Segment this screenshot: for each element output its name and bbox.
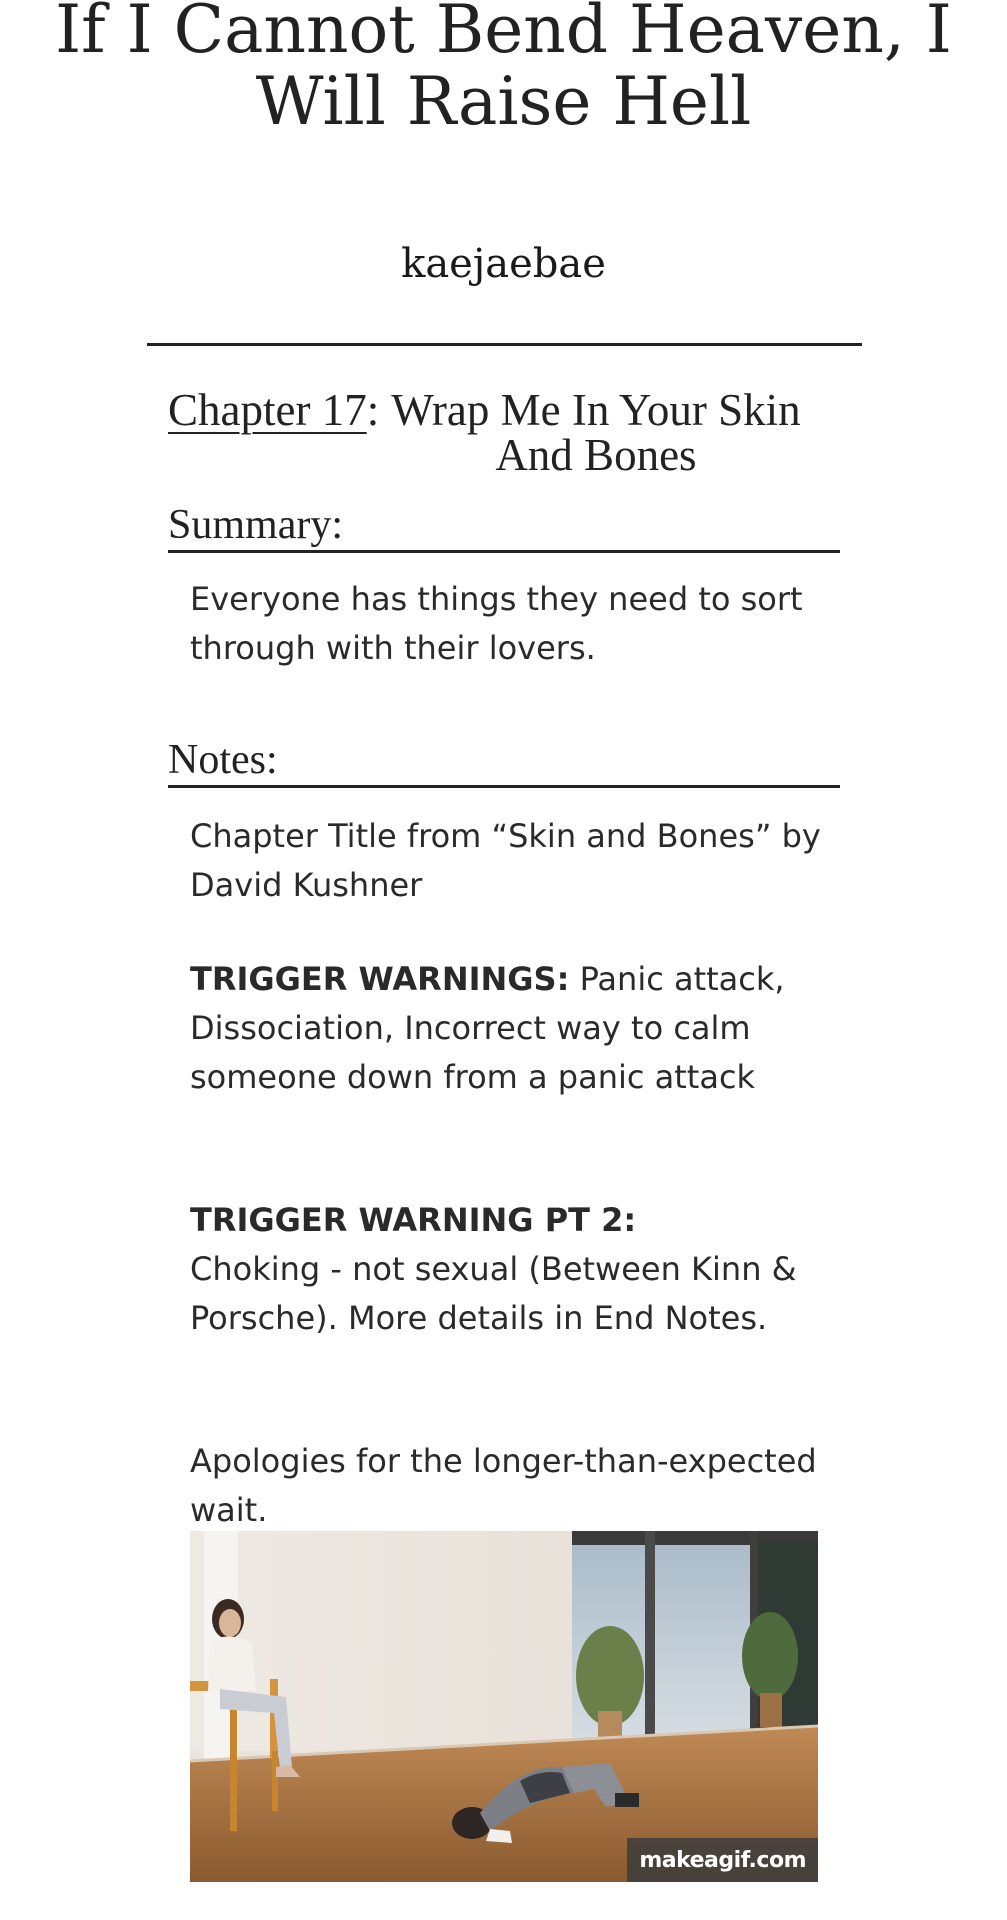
gif-man-arm bbox=[486, 1829, 512, 1843]
gif-woman-face bbox=[219, 1609, 241, 1637]
chapter-title-line-1: Wrap Me In Your Skin bbox=[391, 385, 801, 435]
apology-note bbox=[190, 1437, 830, 1535]
chapter-title-line-2: And Bones bbox=[495, 430, 697, 480]
header-divider bbox=[147, 343, 862, 346]
gif-watermark: makeagif.com bbox=[627, 1838, 818, 1882]
trigger-warnings bbox=[190, 955, 830, 1102]
chapter-separator: : bbox=[366, 385, 380, 435]
gif-plant-right bbox=[742, 1612, 798, 1700]
gif-scene bbox=[190, 1531, 818, 1882]
trigger-warning-label: TRIGGER WARNINGS: bbox=[190, 960, 570, 998]
trigger-warnings-pt2 bbox=[190, 1196, 830, 1343]
trigger-warning-pt2-label: TRIGGER WARNING PT 2: bbox=[190, 1201, 637, 1239]
trigger-warning-pt2-text: Choking - not sexual (Between Kinn & Porsche). More details in End Notes. bbox=[190, 1250, 797, 1337]
chapter-title bbox=[391, 385, 801, 480]
apology-paragraph: Apologies for the longer-than-expected wait. bbox=[190, 1442, 817, 1529]
summary-text bbox=[190, 575, 830, 673]
source-note-paragraph: Chapter Title from “Skin and Bones” by David Kushner bbox=[190, 817, 821, 904]
gif-woman-top bbox=[208, 1636, 256, 1691]
trigger-warning-pt2-paragraph bbox=[190, 1196, 830, 1343]
author-name[interactable]: kaejaebae bbox=[401, 241, 606, 287]
chapter-link[interactable]: Chapter 17 bbox=[168, 385, 367, 435]
embedded-gif bbox=[190, 1531, 818, 1882]
work-title: If I Cannot Bend Heaven, I Will Raise Hell bbox=[55, 0, 952, 140]
gif-plant-pot-right bbox=[760, 1693, 782, 1727]
gif-chair-leg-front bbox=[230, 1691, 237, 1831]
trigger-warning-paragraph bbox=[190, 955, 830, 1102]
notes-source bbox=[190, 812, 830, 910]
summary-heading: Summary: bbox=[168, 502, 840, 553]
gif-man-shoes bbox=[615, 1793, 639, 1807]
notes-heading: Notes: bbox=[168, 737, 840, 788]
gif-chair-leg-back bbox=[272, 1751, 278, 1811]
trigger-warning-text: Panic attack, Dissociation, Incorrect way to calm someone down from a panic attack bbox=[190, 960, 785, 1096]
chapter-heading bbox=[168, 385, 848, 480]
summary-paragraph: Everyone has things they need to sort through with their lovers. bbox=[190, 580, 803, 667]
gif-window-mullion bbox=[645, 1531, 655, 1741]
